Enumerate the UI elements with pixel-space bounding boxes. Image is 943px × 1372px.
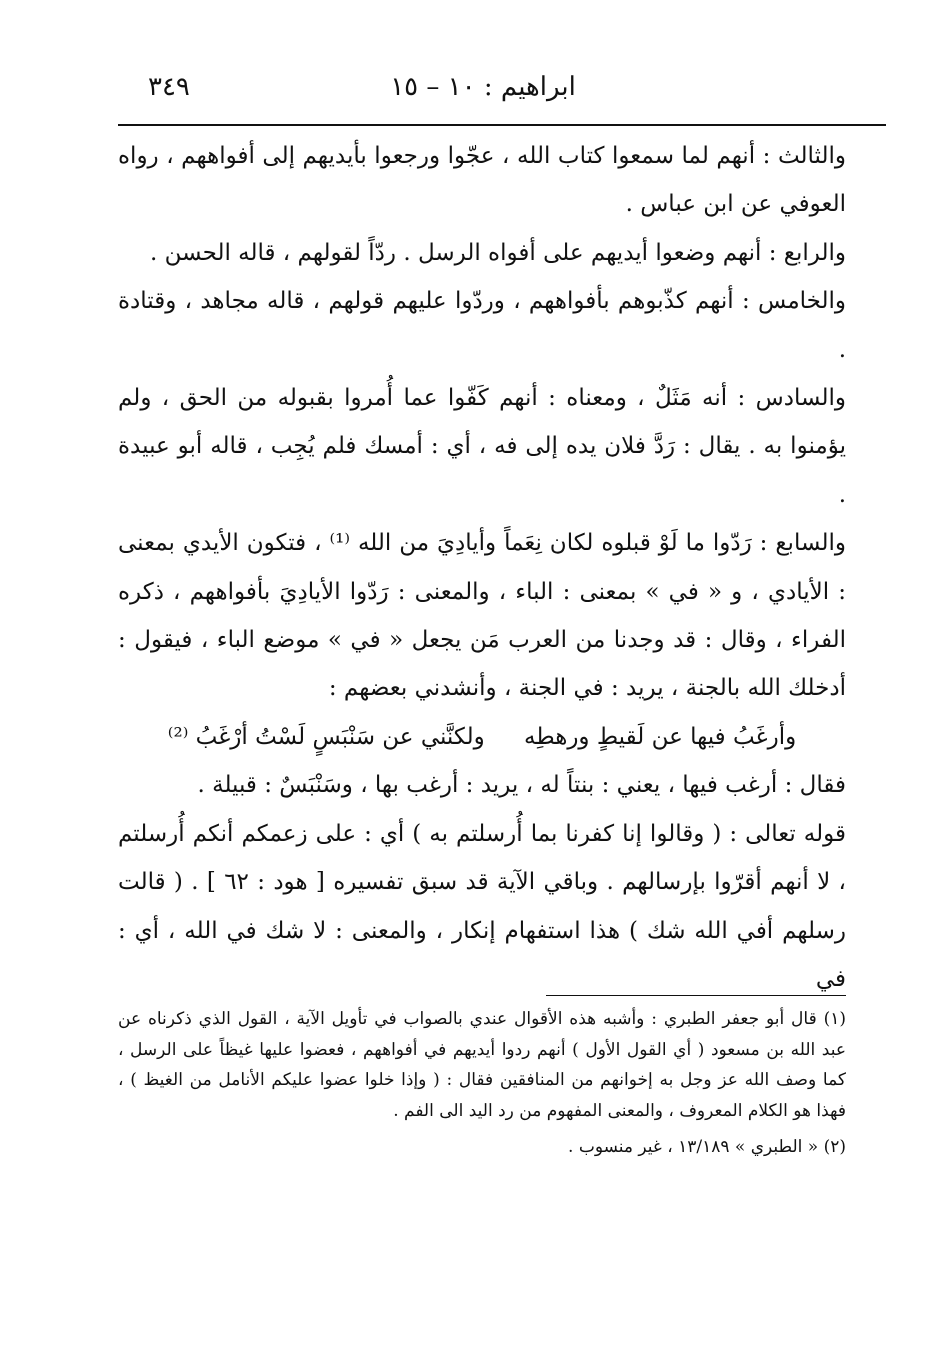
paragraph-fourth-opinion: والرابع : أنهم وضعوا أيديهم على أفواه الرسل . ردّاً لقولهم ، قاله الحسن . [149,239,846,266]
paragraph-commentary: قوله تعالى : ( وقالوا إنا كفرنا بما أُرسلتم به ) أي : على زعمكم أنكم أُرسلتم ، لا أنهم أقرّوا بإرسالهم . وباقي الآية قد سبق تفسيره [ هود : ٦٢ ] . ( قالت رسلهم أفي الله شك ) هذا استفهام إنكار ، والمعنى : لا شك في الله ، أي : في [118,820,846,992]
paragraph-sixth-opinion: والسادس : أنه مَثَلٌ ، ومعناه : أنهم كَفّوا عما أُمروا بقبوله من الحق ، ولم يؤمنوا به . يقال : رَدَّ فلان يده إلى فه ، أي : أمسك فلم يُجِب ، قاله أبو عبيدة . [118,385,846,508]
footnote-2: (٢) « الطبري » ١٣/١٨٩ ، غير منسوب . [568,1137,846,1157]
verse-first-hemistich: وأرغَبُ فيها عن لَقيطٍ ورهطِه [524,723,797,750]
paragraph-seventh-opinion: والسابع : رَدّوا ما لَوْ قبلوه لكان نِعَماً وأيادِيَ من الله ⁽¹⁾ ، فتكون الأيدي بمعنى : الأيادي ، و « في » بمعنى : الباء ، والمعنى : رَدّوا الأيادِيَ بأفواههم ، ذكره الفراء ، وقال : قد وجدنا من العرب مَن يجعل « في » موضع الباء ، فيقول : أدخلك الله بالجنة ، يريد : في الجنة ، وأنشدني بعضهم : [118,530,846,702]
page-number: ٣٤٩ [148,72,190,102]
page-header [118,72,848,112]
paragraph-third-opinion: والثالث : أنهم لما سمعوا كتاب الله ، عجّوا ورجعوا بأيديهم إلى أفواههم ، رواه العوفي عن ابن عباس . [118,143,846,218]
paragraph-fifth-opinion: والخامس : أنهم كذّبوهم بأفواههم ، وردّوا عليهم قولهم ، قاله مجاهد ، وقتادة . [118,288,846,363]
poetry-verse [118,713,846,761]
header-rule [118,124,886,126]
paragraph-verse-explanation: فقال : أرغب فيها ، يعني : بنتاً له ، يريد : أرغب بها ، وسَنْبَسٌ : قبيلة . [197,772,846,799]
main-text [118,132,846,1003]
footnotes [118,1004,846,1169]
verse-second-hemistich: ولكنَّني عن سَنْبَسٍ لَسْتُ أرْغَبُ ⁽²⁾ [167,723,485,750]
running-title: ابراهيم : ١٠ – ١٥ [390,72,576,102]
footnote-rule [546,995,846,996]
footnote-1: (١) قال أبو جعفر الطبري : وأشبه هذه الأقوال عندي بالصواب في تأويل الآية ، القول الذي ذكرناه عن عبد الله بن مسعود ( أي القول الأول ) أنهم ردوا أيديهم في أفواههم ، فعضوا عليها غيظاً على الرسل ، كما وصف الله عز وجل به إخوانهم من المنافقين فقال : ( وإذا خلوا عضوا عليكم الأنامل من الغيظ ) ، فهذا هو الكلام المعروف ، والمعنى المفهوم من رد اليد الى الفم . [118,1009,846,1121]
